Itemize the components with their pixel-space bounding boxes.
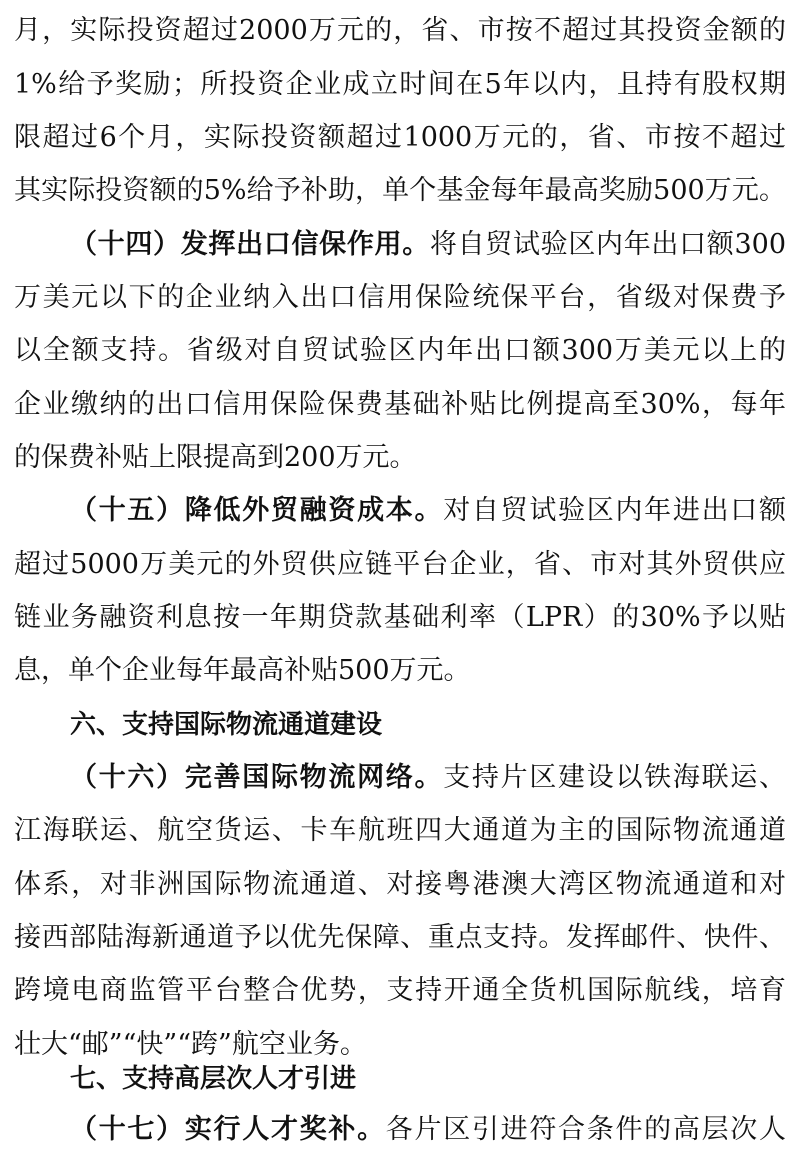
section-15-first-line bbox=[70, 483, 786, 539]
text-line: 链业务融资利息按一年期贷款基础利率（LPR）的30%予以贴 bbox=[14, 602, 786, 633]
text-line: 其实际投资额的5%给予补助，单个基金每年最高奖励500万元。 bbox=[14, 175, 786, 206]
section-14-heading: （十四）发挥出口信保作用。 bbox=[70, 229, 430, 260]
section-17-text: 各片区引进符合条件的高层次人 bbox=[385, 1114, 786, 1145]
section-14-text: 将自贸试验区内年出口额300 bbox=[429, 229, 786, 260]
text-line: 的保费补贴上限提高到200万元。 bbox=[14, 442, 417, 473]
text-line: 月，实际投资超过2000万元的，省、市按不超过其投资金额的 bbox=[14, 15, 786, 46]
text-line: 超过5000万美元的外贸供应链平台企业，省、市对其外贸供应 bbox=[14, 549, 786, 580]
section-17-heading: （十七）实行人才奖补。 bbox=[70, 1114, 386, 1145]
section-16-heading: （十六）完善国际物流网络。 bbox=[70, 762, 444, 793]
text-line: 企业缴纳的出口信用保险保费基础补贴比例提高至30%，每年 bbox=[14, 389, 786, 420]
text-line: 江海联运、航空货运、卡车航班四大通道为主的国际物流通道 bbox=[14, 815, 786, 846]
text-line: 体系，对非洲国际物流通道、对接粤港澳大湾区物流通道和对 bbox=[14, 869, 786, 900]
section-15-text: 对自贸试验区内年进出口额 bbox=[443, 495, 786, 526]
text-line: 息，单个企业每年最高补贴500万元。 bbox=[14, 655, 471, 686]
section-15-heading: （十五）降低外贸融资成本。 bbox=[70, 495, 444, 526]
text-line: 限超过6个月，实际投资额超过1000万元的，省、市按不超过 bbox=[14, 122, 786, 153]
text-line: 以全额支持。省级对自贸试验区内年出口额300万美元以上的 bbox=[14, 335, 786, 366]
section-16-first-line bbox=[70, 750, 786, 806]
section-14-first-line bbox=[70, 217, 786, 273]
chapter-7-heading: 七、支持高层次人才引进 bbox=[70, 1064, 357, 1094]
text-line: 壮大“邮”“快”“跨”航空业务。 bbox=[14, 1029, 367, 1060]
text-line: 1%给予奖励；所投资企业成立时间在5年以内，且持有股权期 bbox=[14, 69, 786, 100]
text-line: 接西部陆海新通道予以优先保障、重点支持。发挥邮件、快件、 bbox=[14, 922, 786, 953]
section-17-first-line bbox=[70, 1102, 786, 1158]
text-line: 万美元以下的企业纳入出口信用保险统保平台，省级对保费予 bbox=[14, 282, 786, 313]
section-16-text: 支持片区建设以铁海联运、 bbox=[443, 762, 786, 793]
text-line: 跨境电商监管平台整合优势，支持开通全货机国际航线，培育 bbox=[14, 975, 786, 1006]
chapter-6-heading: 六、支持国际物流通道建设 bbox=[70, 710, 383, 740]
